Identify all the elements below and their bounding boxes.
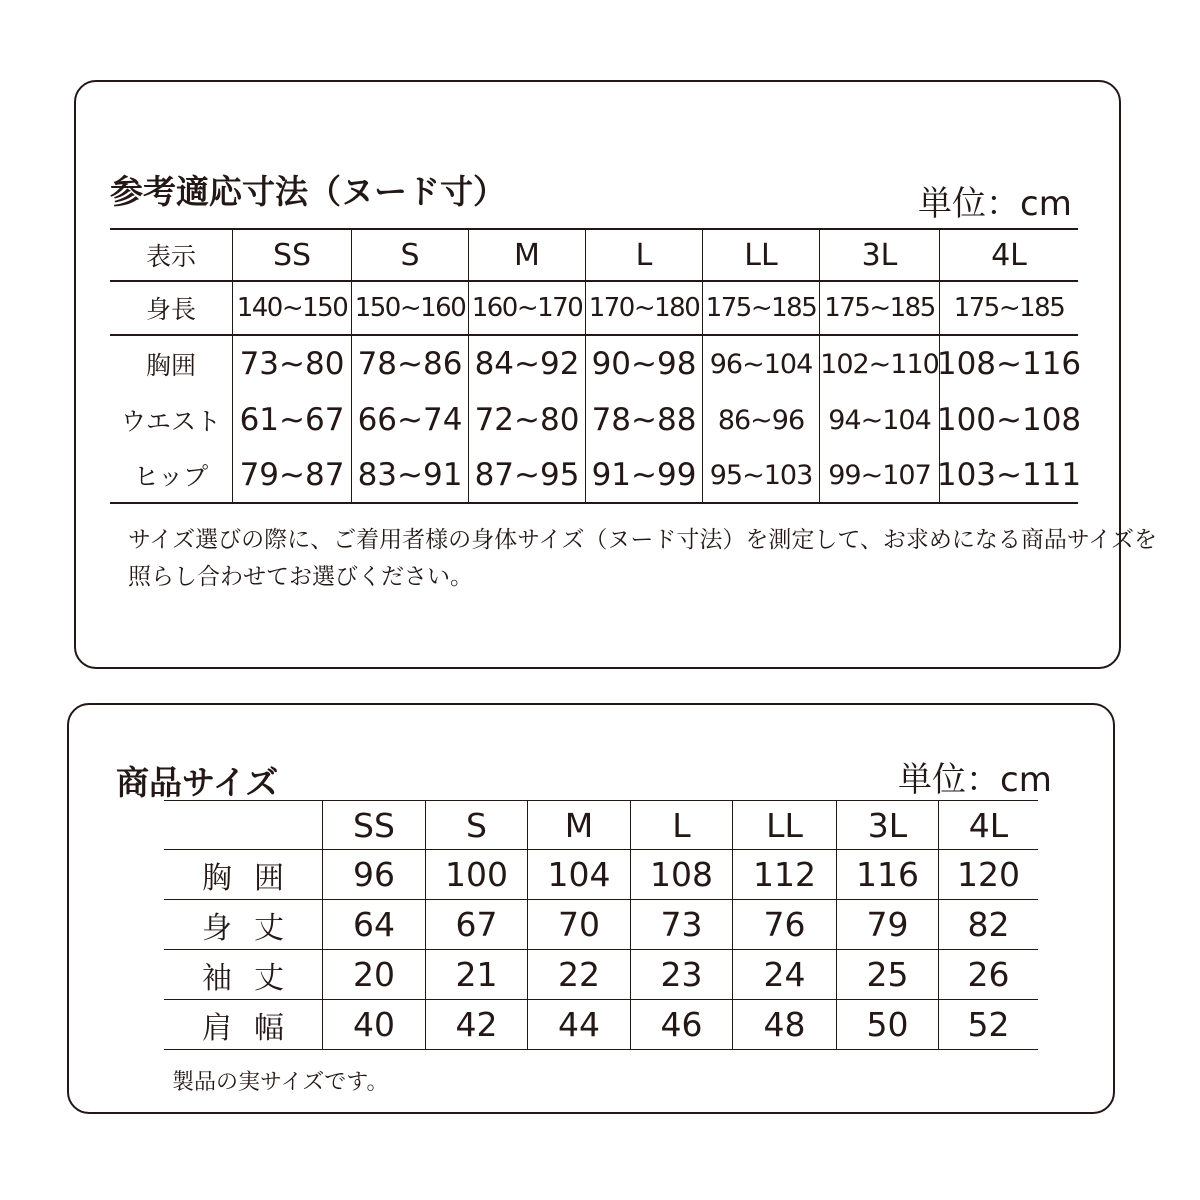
table-cell: 50 [836,1000,938,1050]
table-cell: 150~160 [351,282,468,336]
table-cell: 78~88 [585,392,702,448]
nude-size-note-line1: サイズ選びの際に、ご着用者様の身体サイズ（ヌード寸法）を測定して、お求めになる商品サイズを [128,527,1158,553]
table-cell: 64 [322,900,425,950]
table-cell: 66~74 [351,392,468,448]
table-cell: 21 [425,950,527,1000]
table-header-cell: 4L [939,228,1078,282]
table-cell: 175~185 [819,282,939,336]
table-cell: 76 [732,900,836,950]
row-label: ヒップ [110,448,232,504]
table-header-cell: L [630,800,732,850]
table-cell: 100~108 [939,392,1078,448]
product-size-table [164,800,1038,1050]
table-cell: 140~150 [232,282,351,336]
table-header-cell: LL [732,800,836,850]
table-cell: 116 [836,850,938,900]
table-header-cell: LL [702,228,819,282]
table-cell: 108 [630,850,732,900]
table-cell: 25 [836,950,938,1000]
table-cell: 112 [732,850,836,900]
table-cell: 103~111 [939,448,1078,504]
table-cell: 160~170 [468,282,585,336]
product-size-note: 製品の実サイズです。 [172,1070,389,1095]
table-cell: 94~104 [819,392,939,448]
table-cell: 102~110 [819,336,939,392]
table-cell: 83~91 [351,448,468,504]
nude-size-table [110,228,1082,504]
table-header-cell: 4L [938,800,1038,850]
row-label: 袖丈 [164,950,322,1000]
table-cell: 84~92 [468,336,585,392]
table-cell: 96~104 [702,336,819,392]
row-label: 肩幅 [164,1000,322,1050]
row-label: 身丈 [164,900,322,950]
table-cell: 78~86 [351,336,468,392]
table-cell: 73 [630,900,732,950]
table-header-cell: M [468,228,585,282]
table-cell: 73~80 [232,336,351,392]
table-cell: 72~80 [468,392,585,448]
table-header-cell: S [425,800,527,850]
table-cell: 61~67 [232,392,351,448]
table-cell: 82 [938,900,1038,950]
table-cell: 40 [322,1000,425,1050]
table-cell: 20 [322,950,425,1000]
row-label: ウエスト [120,407,221,436]
table-cell: 79 [836,900,938,950]
nude-size-title: 参考適応寸法（ヌード寸） [110,172,506,211]
table-cell: 79~87 [232,448,351,504]
table-header-cell: L [585,228,702,282]
table-cell: 91~99 [585,448,702,504]
table-cell: 87~95 [468,448,585,504]
table-cell: 99~107 [819,448,939,504]
product-size-title: 商品サイズ [116,763,279,802]
table-cell: 96 [322,850,425,900]
table-cell: 24 [732,950,836,1000]
table-header-cell: S [351,228,468,282]
table-cell: 95~103 [702,448,819,504]
table-cell: 104 [527,850,630,900]
table-cell: 170~180 [585,282,702,336]
table-cell: 120 [938,850,1038,900]
row-label: 身長 [110,282,232,336]
table-header-cell: SS [232,228,351,282]
row-label: 胸囲 [164,850,322,900]
table-header-cell: 表示 [110,228,232,282]
table-cell: 23 [630,950,732,1000]
table-cell: 26 [938,950,1038,1000]
table-cell: 22 [527,950,630,1000]
table-cell: 86~96 [702,392,819,448]
table-cell: 175~185 [939,282,1078,336]
table-cell: 108~116 [939,336,1078,392]
table-cell: 42 [425,1000,527,1050]
table-header-cell: M [527,800,630,850]
table-cell: 70 [527,900,630,950]
table-cell: 44 [527,1000,630,1050]
nude-size-unit: 単位：cm [918,184,1072,224]
table-cell: 52 [938,1000,1038,1050]
table-header-cell: 3L [819,228,939,282]
table-header-cell: 3L [836,800,938,850]
nude-size-note-line2: 照らし合わせてお選びください。 [128,564,473,590]
row-label: 胸囲 [145,351,196,380]
table-cell: 67 [425,900,527,950]
product-size-unit: 単位：cm [898,760,1052,800]
table-cell: 48 [732,1000,836,1050]
table-cell: 175~185 [702,282,819,336]
table-cell: 100 [425,850,527,900]
table-cell: 46 [630,1000,732,1050]
table-cell: 90~98 [585,336,702,392]
table-header-cell [164,800,322,850]
table-header-cell: SS [322,800,425,850]
